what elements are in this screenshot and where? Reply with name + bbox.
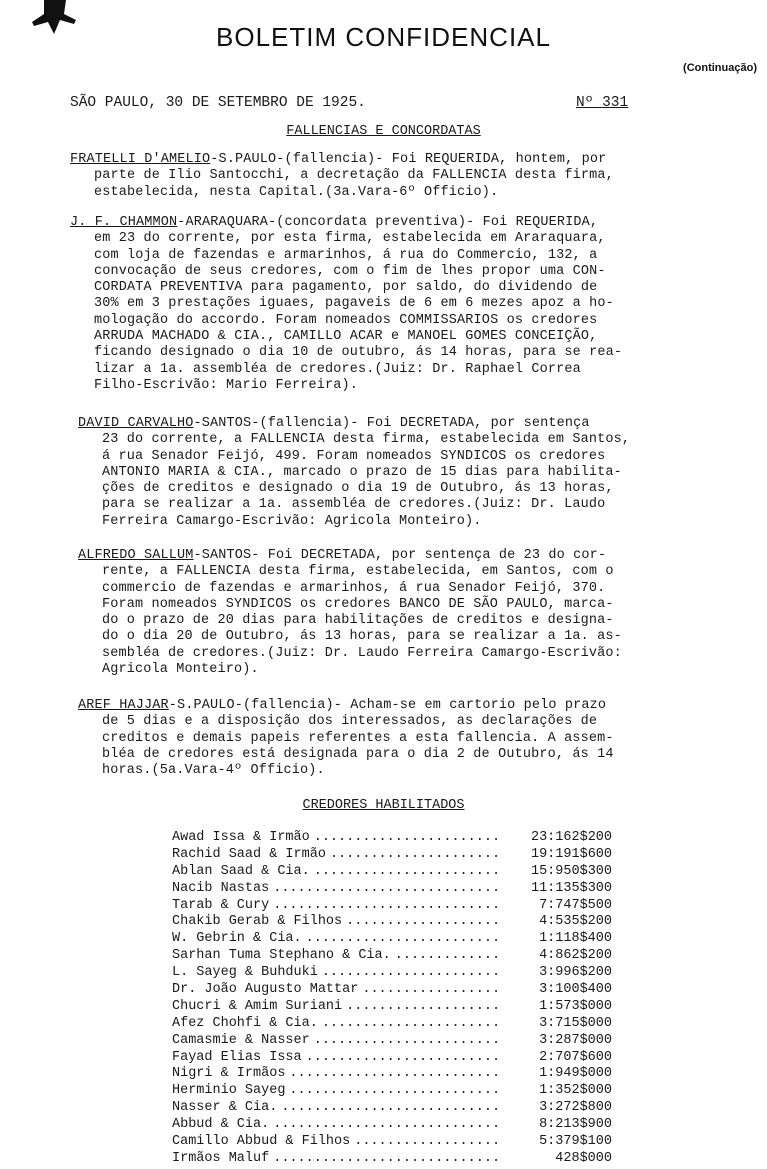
entry-aref-hajjar: AREF HAJJAR-S.PAULO-(fallencia)- Acham-se em cartorio pelo prazo de 5 dias e a disposição dos interessados, as declarações de creditos e demais papeis referentes a esta fallencia. A assem- bléa de credores está designada para o dia 2 de Outubro, ás 14 horas.(5a.Vara-4º Officio). <box>78 698 614 779</box>
dot-leader <box>330 847 498 862</box>
entry-david-carvalho: DAVID CARVALHO-SANTOS-(fallencia)- Foi DECRETADA, por sentença 23 do corrente, a FALLENCIA desta firma, estabelecida em Santos, á rua Senador Feijó, 499. Foram nomeados SYNDICOS os credores ANTONIO MARIA & CIA., marcado o prazo de 15 dias para habilita- ções de creditos e designado o dia 19 de Outubro, ás 13 horas, para se realizar a 1a. assembléa de credores.(Juiz: Dr. Laudo Ferreira Camargo-Escrivão: Agricola Monteiro). <box>78 416 631 529</box>
creditor-row <box>172 1083 612 1100</box>
creditor-amount: 4:535$200 <box>539 914 612 930</box>
bulletin-number: Nº 331 <box>576 95 629 111</box>
creditor-name: Camillo Abbud & Filhos <box>172 1134 351 1150</box>
creditor-row <box>172 1134 612 1151</box>
creditor-amount: 1:573$000 <box>539 998 612 1014</box>
creditor-name: L. Sayeg & Buhduki <box>172 965 318 981</box>
creditor-amount: 3:996$200 <box>539 965 612 981</box>
creditor-name: Afez Chohfi & Cia. <box>172 1015 318 1031</box>
creditor-name: Abbud & Cia. <box>172 1117 270 1133</box>
entry-name: FRATELLI D'AMELIO <box>70 152 211 167</box>
creditor-amount: 1:949$000 <box>539 1066 612 1082</box>
creditor-amount: 23:162$200 <box>530 830 612 845</box>
dot-leader <box>289 1066 498 1081</box>
creditor-name: Nigri & Irmãos <box>172 1066 286 1082</box>
section-title-credores: CREDORES HABILITADOS <box>302 798 465 813</box>
creditor-name: Sarhan Tuma Stephano & Cia. <box>172 948 391 964</box>
entry-alfredo-sallum: ALFREDO SALLUM-SANTOS- Foi DECRETADA, por sentença de 23 do cor- rente, a FALLENCIA desta firma, estabelecida, em Santos, com o commercio de fazendas e armarinhos, á rua Senador Feijó, 370. Foram nomeados SYNDICOS os credores BANCO DE SÃO PAULO, marca- do o prazo de 20 dias para habilitações de creditos e designa- do o dia 20 de Outubro, ás 13 horas, para se realizar a 1a. as- sembléa de credores.(Juiz: Dr. Laudo Ferreira Camargo-Escrivão: Agricola Monteiro). <box>78 548 622 678</box>
entry-fratelli-damelio: FRATELLI D'AMELIO-S.PAULO-(fallencia)- Foi REQUERIDA, hontem, por parte de Ilio Santocchi, a decretação da FALLENCIA desta firma, estabelecida, nesta Capital.(3a.Vara-6º Officio). <box>70 152 614 200</box>
creditor-amount: 5:379$100 <box>539 1134 612 1150</box>
dot-leader <box>273 898 498 913</box>
dot-leader <box>314 864 498 879</box>
dot-leader <box>273 1151 498 1166</box>
creditor-row <box>172 1050 612 1067</box>
creditor-row <box>172 1117 612 1134</box>
creditor-name: Irmãos Maluf <box>172 1150 270 1166</box>
creditor-amount: 15:950$300 <box>530 863 612 879</box>
dot-leader <box>314 830 498 845</box>
creditor-amount: 1:118$400 <box>539 931 612 947</box>
dot-leader <box>281 1100 498 1115</box>
creditor-row <box>172 948 612 965</box>
creditor-row <box>172 1033 612 1050</box>
dot-leader <box>346 999 498 1014</box>
creditor-amount: 3:287$000 <box>539 1032 612 1048</box>
creditor-row <box>172 1151 612 1168</box>
creditor-name: Awad Issa & Irmão <box>172 830 310 845</box>
creditor-amount: 19:191$600 <box>530 846 612 862</box>
dot-leader <box>306 1050 498 1065</box>
creditor-row <box>172 864 612 881</box>
creditor-row <box>172 847 612 864</box>
creditor-amount: 3:100$400 <box>539 982 612 998</box>
dot-leader <box>346 914 498 929</box>
creditor-name: Rachid Saad & Irmão <box>172 846 326 862</box>
creditor-row <box>172 914 612 931</box>
dot-leader <box>273 1117 498 1132</box>
dot-leader <box>395 948 498 963</box>
creditor-amount: 8:213$900 <box>539 1117 612 1133</box>
dot-leader <box>306 931 498 946</box>
creditor-name: Tarab & Cury <box>172 897 270 913</box>
dot-leader <box>314 1033 498 1048</box>
entry-name: AREF HAJJAR <box>78 698 169 713</box>
creditor-name: Camasmie & Nasser <box>172 1032 310 1048</box>
section-title-fallencias: FALLENCIAS E CONCORDATAS <box>286 124 481 139</box>
creditor-name: Ablan Saad & Cia. <box>172 863 310 879</box>
creditor-row <box>172 931 612 948</box>
creditor-amount: 3:272$800 <box>539 1100 612 1116</box>
creditor-amount: 11:135$300 <box>530 880 612 896</box>
creditor-amount: 7:747$500 <box>539 897 612 913</box>
creditors-list <box>172 830 612 1168</box>
dateline: SÃO PAULO, 30 DE SETEMBRO DE 1925. <box>70 95 366 111</box>
dot-leader <box>322 1016 498 1031</box>
creditor-name: W. Gebrin & Cia. <box>172 931 302 947</box>
creditor-row <box>172 898 612 915</box>
entry-name: ALFREDO SALLUM <box>78 548 194 563</box>
creditor-row <box>172 1066 612 1083</box>
creditor-name: Nacib Nastas <box>172 880 270 896</box>
creditor-name: Chakib Gerab & Filhos <box>172 914 343 930</box>
dot-leader <box>362 982 498 997</box>
creditor-amount: 428$000 <box>555 1150 612 1166</box>
dot-leader <box>322 965 498 980</box>
creditor-row <box>172 1100 612 1117</box>
creditor-name: Dr. João Augusto Mattar <box>172 982 359 998</box>
creditor-row <box>172 881 612 898</box>
creditor-amount: 4:862$200 <box>539 948 612 964</box>
creditor-row <box>172 830 612 847</box>
bulletin-title: BOLETIM CONFIDENCIAL <box>216 22 551 52</box>
creditor-name: Nasser & Cia. <box>172 1100 278 1116</box>
creditor-amount: 1:352$000 <box>539 1083 612 1099</box>
dot-leader <box>273 881 498 896</box>
dot-leader <box>354 1134 498 1149</box>
creditor-name: Fayad Elias Issa <box>172 1049 302 1065</box>
creditor-amount: 2:707$600 <box>539 1049 612 1065</box>
entry-name: DAVID CARVALHO <box>78 416 194 431</box>
entry-name: J. F. CHAMMON <box>70 215 178 230</box>
continuation-label: (Continuação) <box>683 62 757 74</box>
creditor-name: Chucri & Amim Suriani <box>172 998 343 1014</box>
entry-jf-chammon: J. F. CHAMMON-ARARAQUARA-(concordata preventiva)- Foi REQUERIDA, em 23 do corrente, por esta firma, estabelecida em Araraquara, com loja de fazendas e armarinhos, á rua do Commercio, 132, a convocação de seus credores, com o fim de lhes propor uma CON- CORDATA PREVENTIVA para pagamento, por saldo, do dividendo de 30% em 3 prestações iguaes, pagaveis de 6 em 6 mezes apoz a ho- mologação do accordo. Foram nomeados COMMISSARIOS os credores ARRUDA MACHADO & CIA., CAMILLO ACAR e MANOEL GOMES CONCEIÇÃO, ficando designado o dia 10 de outubro, ás 14 horas, para se rea- lizar a 1a. assembléa de credores.(Juiz: Dr. Raphael Correa Filho-Escrivão: Mario Ferreira). <box>70 215 623 393</box>
creditor-row <box>172 1016 612 1033</box>
creditor-amount: 3:715$000 <box>539 1015 612 1031</box>
creditor-row <box>172 982 612 999</box>
creditor-name: Herminio Sayeg <box>172 1083 286 1099</box>
creditor-row <box>172 965 612 982</box>
creditor-row <box>172 999 612 1016</box>
dot-leader <box>289 1083 498 1098</box>
